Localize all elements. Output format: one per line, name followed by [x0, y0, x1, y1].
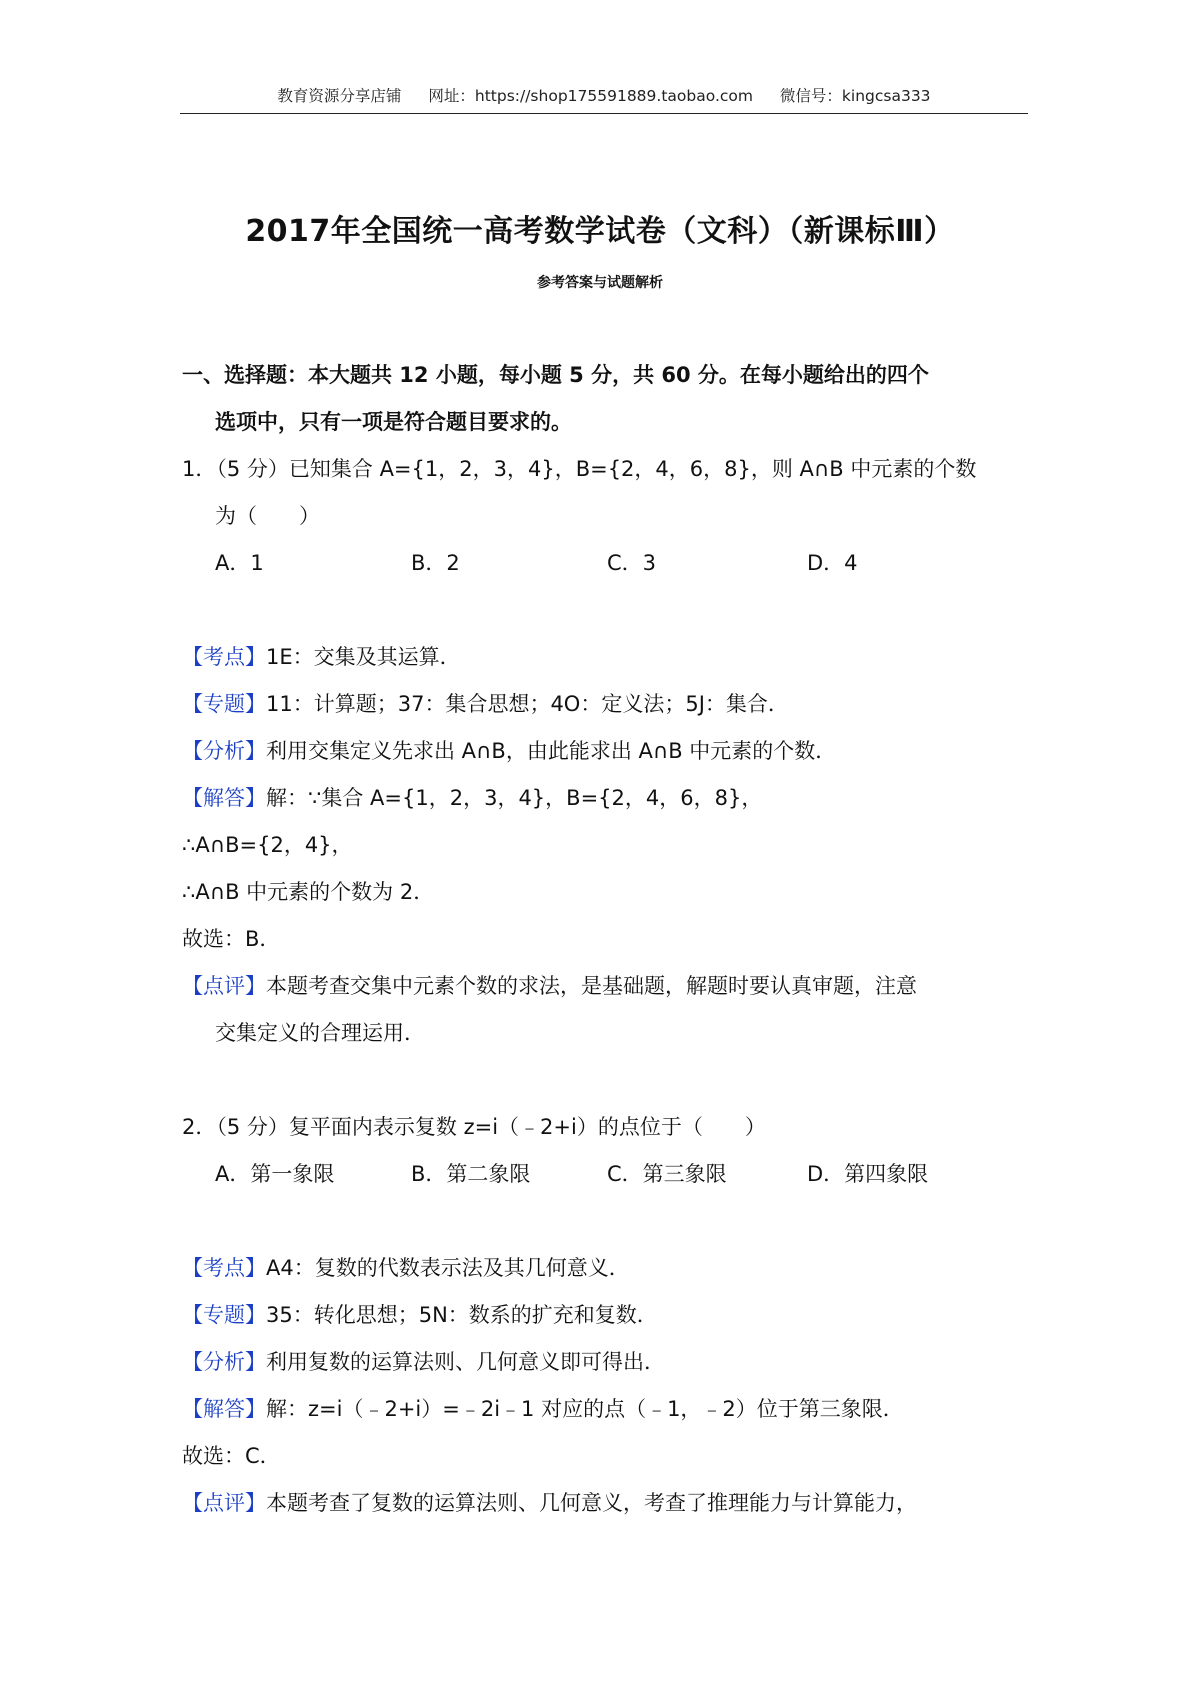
q2-dianping-tag: 【点评】: [182, 1491, 266, 1515]
q1-option-b: B．2: [411, 551, 460, 575]
q2-dianping-text-1: 本题考查了复数的运算法则、几何意义，考查了推理能力与计算能力，: [266, 1491, 917, 1515]
q2-jieda-text: 解：z=i（﹣2+i）=﹣2i﹣1 对应的点（﹣1，﹣2）位于第三象限．: [266, 1397, 904, 1421]
q2-zhuanti-text: 35：转化思想；5N：数系的扩充和复数．: [266, 1303, 658, 1327]
q1-kaodian: [182, 634, 1032, 681]
q2-jieda-tag: 【解答】: [182, 1397, 266, 1421]
q2-answer: 故选：C．: [182, 1444, 281, 1468]
q1-dianping-line-2: 交集定义的合理运用．: [215, 1021, 425, 1045]
q1-stem-line-2: 为（ ）: [215, 504, 320, 528]
q2-options: [182, 1151, 1032, 1198]
q1-kaodian-tag: 【考点】: [182, 645, 266, 669]
q2-fenxi-tag: 【分析】: [182, 1350, 266, 1374]
q2-fenxi: [182, 1339, 1032, 1386]
section-heading-line-2: 选项中，只有一项是符合题目要求的。: [215, 410, 572, 434]
q1-zhuanti-tag: 【专题】: [182, 692, 266, 716]
q2-stem: 2．（5 分）复平面内表示复数 z=i（﹣2+i）的点位于（ ）: [182, 1115, 766, 1139]
q2-zhuanti-tag: 【专题】: [182, 1303, 266, 1327]
q1-fenxi-text: 利用交集定义先求出 A∩B，由此能求出 A∩B 中元素的个数．: [266, 739, 837, 763]
page-subtitle: 参考答案与试题解析: [537, 275, 663, 291]
header-url: 网址：https://shop175591889.taobao.com: [428, 87, 753, 105]
q1-option-d: D．4: [807, 551, 858, 575]
q1-fenxi-tag: 【分析】: [182, 739, 266, 763]
page-header: [180, 84, 1028, 114]
q1-dianping-tag: 【点评】: [182, 974, 266, 998]
q2-fenxi-text: 利用复数的运算法则、几何意义即可得出．: [266, 1350, 665, 1374]
spacer: [182, 587, 1032, 634]
q1-answer: 故选：B．: [182, 927, 281, 951]
q2-option-b: B．第二象限: [411, 1162, 531, 1186]
q2-jieda: [182, 1386, 1032, 1433]
page-title: 2017年全国统一高考数学试卷（文科）（新课标Ⅲ）: [245, 214, 955, 249]
q1-option-a: A．1: [215, 551, 264, 575]
q1-dianping: [182, 963, 1032, 1010]
q2-option-d: D．第四象限: [807, 1162, 929, 1186]
document-body: [182, 352, 1032, 1527]
q1-kaodian-text: 1E：交集及其运算．: [266, 645, 461, 669]
q2-kaodian-tag: 【考点】: [182, 1256, 266, 1280]
header-shop: 教育资源分享店铺: [277, 87, 402, 105]
q2-dianping: [182, 1480, 1032, 1527]
spacer: [182, 1057, 1032, 1104]
q2-option-a: A．第一象限: [215, 1162, 335, 1186]
q1-zhuanti: [182, 681, 1032, 728]
q2-kaodian: [182, 1245, 1032, 1292]
q1-fenxi: [182, 728, 1032, 775]
q1-jieda-tag: 【解答】: [182, 786, 266, 810]
q2-kaodian-text: A4：复数的代数表示法及其几何意义．: [266, 1256, 630, 1280]
spacer: [182, 1198, 1032, 1245]
q1-dianping-text-1: 本题考查交集中元素个数的求法，是基础题，解题时要认真审题，注意: [266, 974, 917, 998]
q1-option-c: C．3: [607, 551, 657, 575]
q2-option-c: C．第三象限: [607, 1162, 727, 1186]
q1-stem-line-1: 1．（5 分）已知集合 A={1，2，3，4}，B={2，4，6，8}，则 A∩B 中元素的个数: [182, 457, 977, 481]
q1-jieda: [182, 775, 1032, 822]
q1-jieda-text: 解：∵集合 A={1，2，3，4}，B={2，4，6，8}，: [266, 786, 763, 810]
q1-zhuanti-text: 11：计算题；37：集合思想；4O：定义法；5J：集合．: [266, 692, 789, 716]
q1-step-1: ∴A∩B={2，4}，: [182, 833, 353, 857]
section-heading-line-1: 一、选择题：本大题共 12 小题，每小题 5 分，共 60 分。在每小题给出的四个: [182, 363, 929, 387]
q1-options: [182, 540, 1032, 587]
q2-zhuanti: [182, 1292, 1032, 1339]
q1-step-2: ∴A∩B 中元素的个数为 2．: [182, 880, 435, 904]
header-wechat: 微信号：kingcsa333: [779, 87, 931, 105]
